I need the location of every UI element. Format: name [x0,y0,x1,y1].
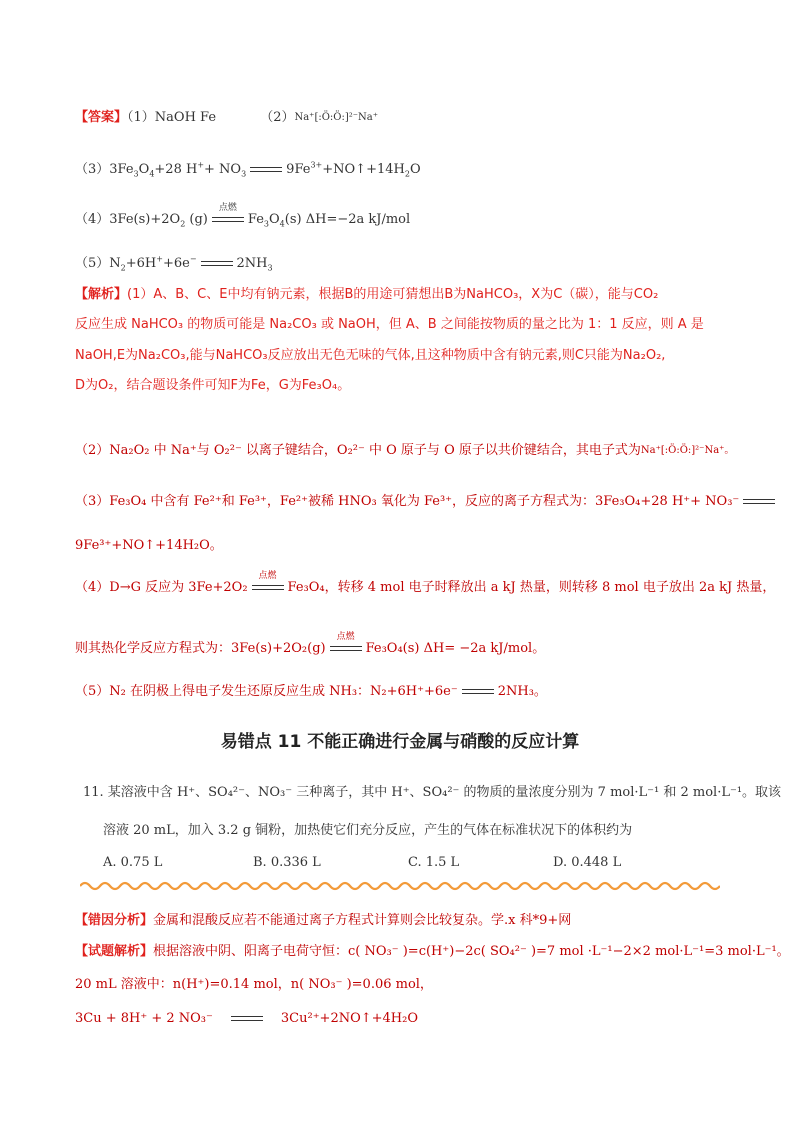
condition-label: 点燃 [218,202,237,213]
error-analysis-label: 【错因分析】 [75,913,154,928]
answer-p3-c: +28 H [154,162,198,177]
answer-p4-b: (g) [185,212,208,227]
option-b[interactable]: B. 0.336 L [253,855,321,870]
analysis-p4-d: Fe₃O₄(s) ΔH= −2a kJ/mol。 [365,641,546,656]
condition-label: 点燃 [258,570,277,581]
answer-p3-a: （3）3Fe [75,162,134,177]
condition-equals [330,631,362,654]
answer-p3-b: O [138,162,150,177]
answer-line-3: $(3)3Fe_3O_4+28$ $H^++ NO_3$ $9Fe^{3+}+NO↑+14H_2O$ [75,160,421,179]
error-analysis-text: 金属和混酸反应若不能通过离子方程式计算则会比较复杂。学.x 科*9+网 [153,913,572,928]
analysis-part-3 [75,494,779,510]
analysis-part-2 [75,443,734,459]
solution-text-1: 根据溶液中阴、阳离子电荷守恒：c( NO₃⁻ )=c(H⁺)−2c( SO₄²⁻ )=7 mol ·L⁻¹−2×2 mol·L⁻¹=3 mol·L⁻¹。 [153,944,790,959]
question-line-2: 溶液 20 mL，加入 3.2 g 铜粉，加热使它们充分反应，产生的气体在标准状况下的体积约为 [103,823,633,838]
analysis-part-5 [75,684,547,700]
answer-label: 【答案】 [75,110,128,125]
analysis-p5-b: 2NH₃。 [497,684,547,699]
analysis-part-4 [75,570,776,596]
analysis-p4-a: （4）D→G 反应为 3Fe+2O₂ [75,580,248,595]
analysis-p2-text: （2）Na₂O₂ 中 Na⁺与 O₂²⁻ 以离子键结合，O₂²⁻ 中 O 原子与 O 原子以共价键结合，其电子式为 [75,443,641,458]
condition-equals [252,570,284,593]
answer-part-2-prefix: （2） [260,110,295,125]
answer-p3-g: O [409,162,421,177]
analysis-part-3-cont: 9Fe³⁺+NO↑+14H₂O。 [75,538,223,553]
option-d[interactable]: D. 0.448 L [553,855,622,870]
answer-p4-e: (s) ΔH=−2a kJ/mol [284,212,411,227]
section-title: 易错点 11 不能正确进行金属与硝酸的反应计算 [220,732,580,752]
analysis-p4-b: Fe₃O₄，转移 4 mol 电子时释放出 a kJ 热量，则转移 8 mol 电子放出 2a kJ 热量， [287,580,776,595]
analysis-p5-a: （5）N₂ 在阴极上得电子发生还原反应生成 NH₃：N₂+6H⁺+6e⁻ [75,684,458,699]
answer-p3-f: +NO↑+14H [322,162,405,177]
error-analysis-line [75,913,571,929]
answer-part-1: （1）NaOH Fe [127,110,217,125]
analysis-p3-a: （3）Fe₃O₄ 中含有 Fe²⁺和 Fe³⁺，Fe²⁺被稀 HNO₃ 氧化为 Fe³⁺，反应的离子方程式为：3Fe₃O₄+28 H⁺+ NO₃⁻ [75,494,740,509]
question-options [103,855,621,871]
equals-sign [462,687,494,697]
solution-line-1 [75,944,790,960]
analysis-p4-c: 则其热化学反应方程式为：3Fe(s)+2O₂(g) [75,641,326,656]
equals-sign [231,1014,263,1024]
answer-p3-d: + NO [204,162,242,177]
question-line-1: 11. 某溶液中含 H⁺、SO₄²⁻、NO₃⁻ 三种离子，其中 H⁺、SO₄²⁻ 的物质的量浓度分别为 7 mol·L⁻¹ 和 2 mol·L⁻¹。取该 [83,785,782,800]
equals-sign [743,497,775,507]
answer-p4-d: O [269,212,280,227]
answer-line-4: $(4)3Fe(s)+2O_2$ (g) 点燃 $Fe_3O_4(s)$ ΔH=−2a kJ/mol [75,202,411,229]
analysis-line-1 [75,287,658,303]
answer-p4-c: Fe [247,212,264,227]
analysis-part-4-cont [75,631,546,657]
answer-p5-c: +6e [162,256,190,271]
answer-p5-b: +6H [125,256,157,271]
analysis-label: 【解析】 [75,287,128,302]
condition-equals [212,202,244,225]
solution-label: 【试题解析】 [75,944,154,959]
option-a[interactable]: A. 0.75 L [103,855,163,870]
analysis-line-4: D为O₂，结合题设条件可知F为Fe，G为Fe₃O₄。 [75,378,351,393]
option-c[interactable]: C. 1.5 L [408,855,460,870]
answer-p5-d: 2NH [236,256,268,271]
equals-sign [201,259,233,269]
answer-line-1 [75,110,378,126]
equals-sign [250,165,282,175]
answer-p5-a: （5）N [75,256,121,271]
solution-l3-a: 3Cu + 8H⁺ + 2 NO₃⁻ [75,1011,213,1026]
solution-line-3 [75,1011,418,1027]
condition-label: 点燃 [336,631,355,642]
analysis-electron-structure: Na⁺[:Ö:Ö:]²⁻Na⁺。 [640,444,735,456]
solution-l3-b: 3Cu²⁺+2NO↑+4H₂O [280,1011,419,1026]
analysis-text-1: (1）A、B、C、E中均有钠元素，根据B的用途可猜想出B为NaHCO₃，X为C（碳），能与CO₂ [127,287,659,302]
analysis-line-3: NaOH,E为Na₂CO₃,能与NaHCO₃反应放出无色无味的气体,且这种物质中含有钠元素,则C只能为Na₂O₂, [75,348,666,363]
answer-p3-e: 9Fe [286,162,311,177]
electron-structure: Na⁺[:Ö:Ö:]²⁻Na⁺ [294,111,379,123]
wavy-divider [80,880,720,892]
analysis-line-2: 反应生成 NaHCO₃ 的物质可能是 Na₂CO₃ 或 NaOH，但 A、B 之间能按物质的量之比为 1：1 反应，则 A 是 [75,317,704,332]
solution-line-2: 20 mL 溶液中：n(H⁺)=0.14 mol，n( NO₃⁻ )=0.06 mol， [75,977,433,992]
answer-p4-a: （4）3Fe(s)+2O [75,212,181,227]
answer-line-5: $(5)N_2+6H^++6e^-$ $2NH_3$ [75,254,273,273]
